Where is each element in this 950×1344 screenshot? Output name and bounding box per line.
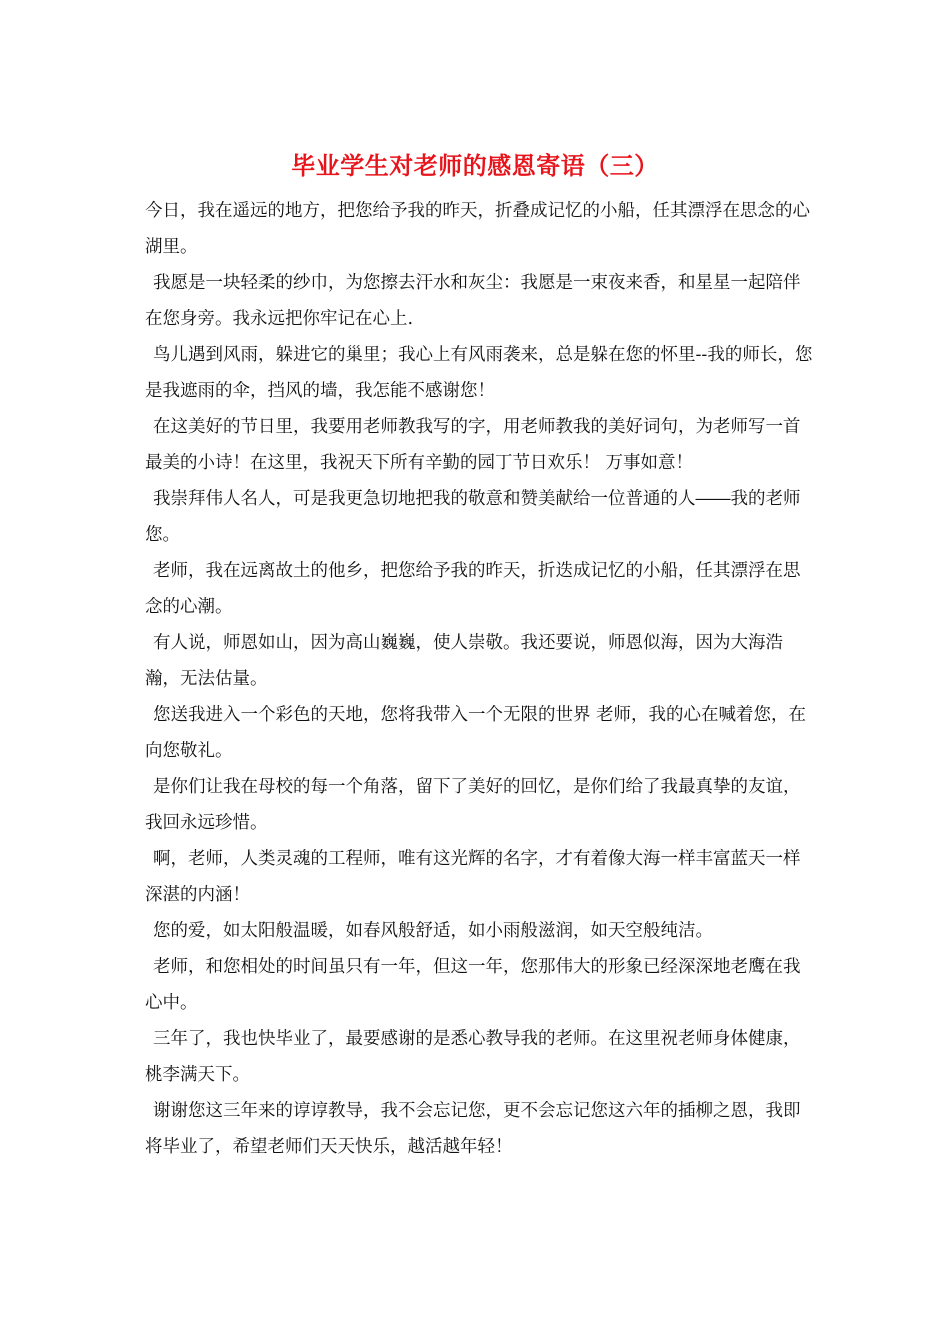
paragraph-12: 老师，和您相处的时间虽只有一年，但这一年，您那伟大的形象已经深深地老鹰在我心中。 [145,957,801,1013]
paragraph-2: 我愿是一块轻柔的纱巾，为您擦去汗水和灰尘：我愿是一束夜来香，和星星一起陪伴在您身旁。我永远把你牢记在心上. [145,273,801,329]
paragraph-11: 您的爱，如太阳般温暖，如春风般舒适，如小雨般滋润，如天空般纯洁。 [153,921,713,941]
paragraph-6: 老师，我在远离故土的他乡，把您给予我的昨天，折迭成记忆的小船，任其漂浮在思念的心潮。 [145,561,801,617]
paragraph-9: 是你们让我在母校的每一个角落，留下了美好的回忆，是你们给了我最真挚的友谊，我回永远珍惜。 [145,777,801,833]
document-title: 毕业学生对老师的感恩寄语（三） [291,151,659,180]
paragraph-13: 三年了，我也快毕业了，最要感谢的是悉心教导我的老师。在这里祝老师身体健康，桃李满天下。 [145,1029,801,1085]
paragraph-7: 有人说，师恩如山，因为高山巍巍，使人崇敬。我还要说，师恩似海，因为大海浩瀚，无法估量。 [145,633,783,689]
paragraph-1: 今日，我在遥远的地方，把您给予我的昨天，折叠成记忆的小船，任其漂浮在思念的心湖里。 [145,201,810,257]
paragraph-3: 鸟儿遇到风雨，躲进它的巢里；我心上有风雨袭来，总是躲在您的怀里--我的师长，您是我遮雨的伞，挡风的墙，我怎能不感谢您！ [145,345,813,401]
paragraph-4: 在这美好的节日里，我要用老师教我写的字，用老师教我的美好词句，为老师写一首最美的小诗！在这里，我祝天下所有辛勤的园丁节日欢乐！ 万事如意！ [145,417,801,473]
paragraph-5: 我崇拜伟人名人，可是我更急切地把我的敬意和赞美献给一位普通的人――我的老师您。 [145,489,801,545]
paragraph-14: 谢谢您这三年来的谆谆教导，我不会忘记您，更不会忘记您这六年的插柳之恩，我即将毕业了，希望老师们天天快乐，越活越年轻！ [145,1101,801,1157]
document-body [145,193,815,1165]
paragraph-8: 您送我进入一个彩色的天地，您将我带入一个无限的世界 老师，我的心在喊着您，在向您敬礼。 [145,705,807,761]
paragraph-10: 啊，老师，人类灵魂的工程师，唯有这光辉的名字，才有着像大海一样丰富蓝天一样深湛的内涵！ [145,849,801,905]
